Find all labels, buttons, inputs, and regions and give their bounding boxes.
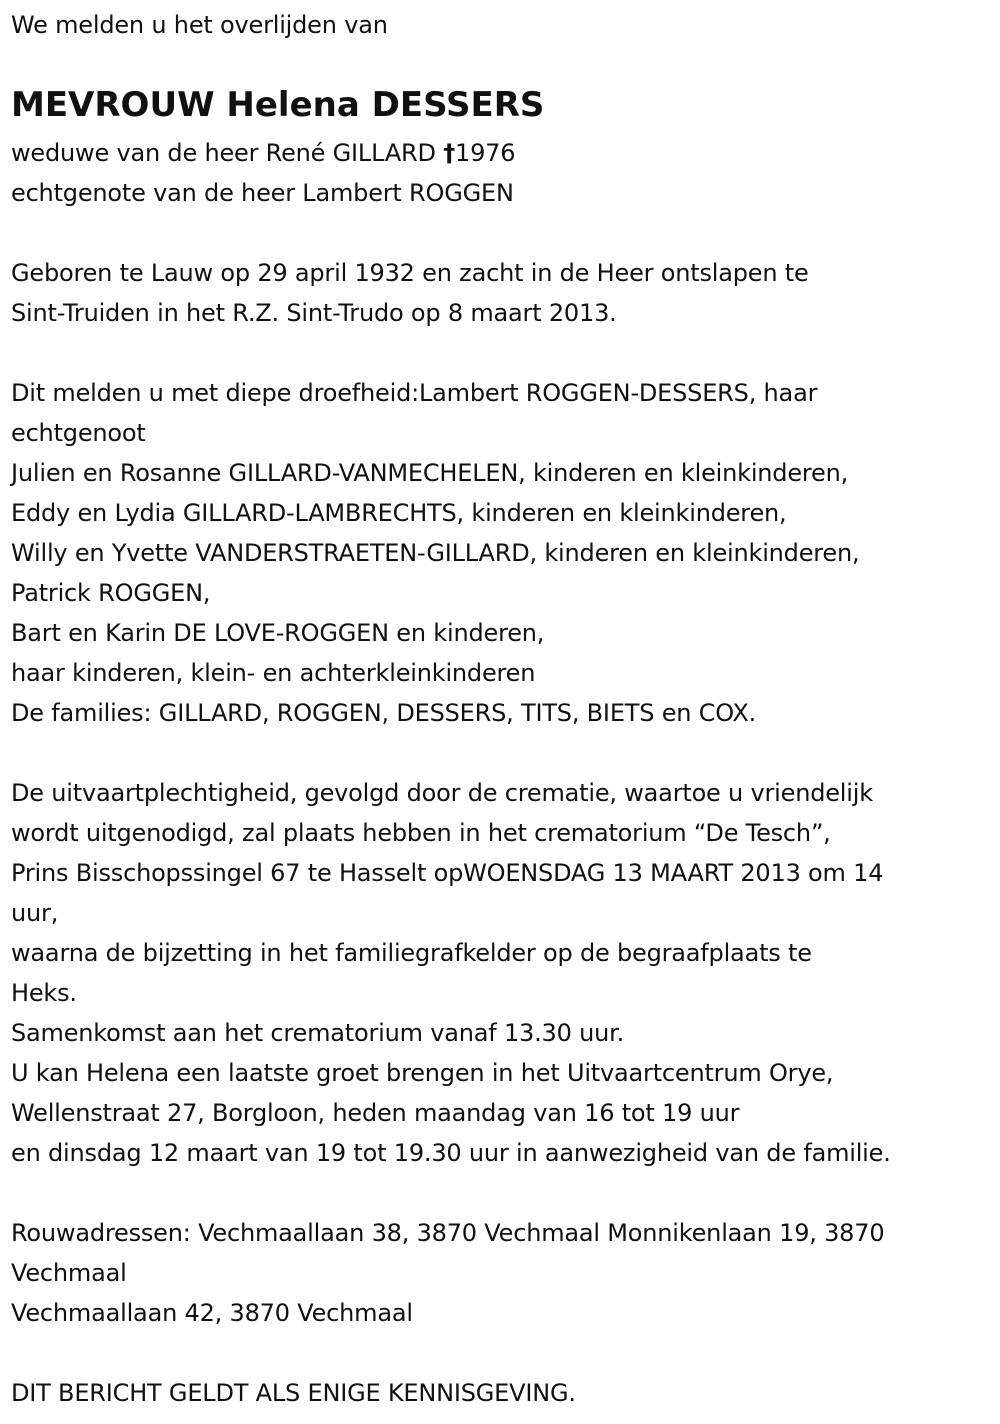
- mourners-line: Eddy en Lydia GILLARD-LAMBRECHTS, kinderen en kleinkinderen,: [11, 499, 787, 527]
- mourners-line: Bart en Karin DE LOVE-ROGGEN en kinderen,: [11, 619, 545, 647]
- widow-of-year: 1976: [455, 139, 516, 167]
- mourners-line: De families: GILLARD, ROGGEN, DESSERS, TITS, BIETS en COX.: [11, 699, 757, 727]
- mourners-line: haar kinderen, klein- en achterkleinkinderen: [11, 659, 536, 687]
- mourners-line: Patrick ROGGEN,: [11, 579, 211, 607]
- deceased-name: MEVROUW Helena DESSERS: [11, 85, 545, 125]
- ceremony-line: U kan Helena een laatste groet brengen in het Uitvaartcentrum Orye,: [11, 1059, 834, 1087]
- ceremony-line: Wellenstraat 27, Borgloon, heden maandag van 16 tot 19 uur: [11, 1099, 740, 1127]
- mourners-line: echtgenoot: [11, 419, 146, 447]
- birth-death-line: Sint-Truiden in het R.Z. Sint-Trudo op 8 maart 2013.: [11, 299, 617, 327]
- widow-of-text: weduwe van de heer René GILLARD: [11, 139, 444, 167]
- ceremony-line: uur,: [11, 899, 59, 927]
- address-line: Rouwadressen: Vechmaallaan 38, 3870 Vechmaal Monnikenlaan 19, 3870: [11, 1219, 885, 1247]
- widow-of-line: [11, 133, 515, 173]
- ceremony-line: De uitvaartplechtigheid, gevolgd door de crematie, waartoe u vriendelijk: [11, 779, 873, 807]
- spouse-of-line: echtgenote van de heer Lambert ROGGEN: [11, 179, 514, 207]
- ceremony-line: waarna de bijzetting in het familiegrafkelder op de begraafplaats te: [11, 939, 812, 967]
- intro-line: We melden u het overlijden van: [11, 11, 388, 39]
- cross-icon: †: [443, 139, 456, 167]
- closing-line: DIT BERICHT GELDT ALS ENIGE KENNISGEVING.: [11, 1379, 576, 1407]
- ceremony-line: Prins Bisschopssingel 67 te Hasselt opWOENSDAG 13 MAART 2013 om 14: [11, 859, 884, 887]
- birth-death-line: Geboren te Lauw op 29 april 1932 en zacht in de Heer ontslapen te: [11, 259, 809, 287]
- ceremony-line: wordt uitgenodigd, zal plaats hebben in het crematorium “De Tesch”,: [11, 819, 831, 847]
- ceremony-line: en dinsdag 12 maart van 19 tot 19.30 uur in aanwezigheid van de familie.: [11, 1139, 891, 1167]
- address-line: Vechmaal: [11, 1259, 127, 1287]
- mourners-line: Willy en Yvette VANDERSTRAETEN-GILLARD, kinderen en kleinkinderen,: [11, 539, 860, 567]
- mourners-line: Dit melden u met diepe droefheid:Lambert ROGGEN-DESSERS, haar: [11, 379, 818, 407]
- mourners-line: Julien en Rosanne GILLARD-VANMECHELEN, kinderen en kleinkinderen,: [11, 459, 849, 487]
- ceremony-line: Heks.: [11, 979, 77, 1007]
- address-line: Vechmaallaan 42, 3870 Vechmaal: [11, 1299, 413, 1327]
- ceremony-line: Samenkomst aan het crematorium vanaf 13.30 uur.: [11, 1019, 625, 1047]
